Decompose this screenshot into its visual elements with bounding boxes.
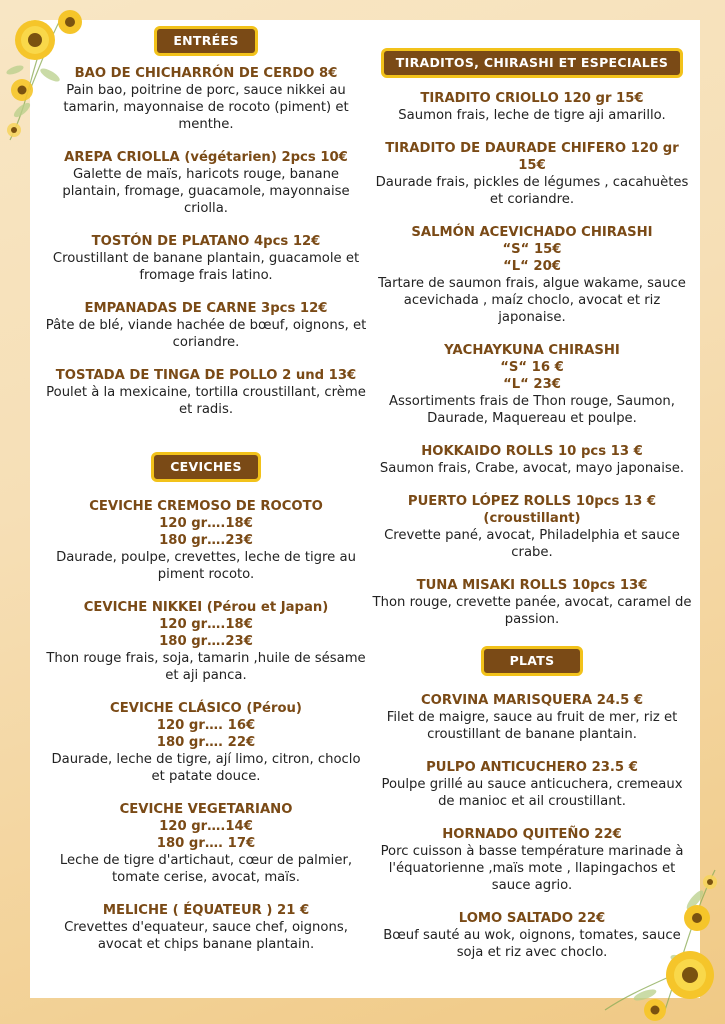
item-description: Galette de maïs, haricots rouge, banane plantain, fromage, guacamole, mayonnaise criolla.	[62, 167, 350, 216]
item-title: AREPA CRIOLLA (végétarien) 2pcs 10€	[64, 150, 348, 165]
section-ceviches	[44, 452, 368, 969]
item-title: TIRADITO DE DAURADE CHIFERO 120 gr 15€	[385, 141, 679, 173]
item-description: Leche de tigre d'artichaut, cœur de palmier, tomate cerise, avocat, maïs.	[59, 853, 353, 885]
item-description: Tartare de saumon frais, algue wakame, sauce acevichada , maíz choclo, avocat et riz japonaise.	[378, 276, 686, 325]
item-description: Crevettes d'equateur, sauce chef, oignons, avocat et chips banane plantain.	[64, 920, 348, 952]
menu-item	[44, 599, 368, 684]
sunflower-decoration-top-left-icon	[0, 0, 90, 150]
item-description: Croustillant de banane plantain, guacamole et fromage frais latino.	[52, 251, 360, 283]
item-description: Filet de maigre, sauce au fruit de mer, riz et croustillant de banane plantain.	[386, 710, 678, 742]
item-title: PUERTO LÓPEZ ROLLS 10pcs 13 € (croustillant)	[407, 494, 657, 526]
item-description: Daurade, leche de tigre, ají limo, citron, choclo et patate douce.	[51, 752, 361, 784]
item-title: MELICHE ( ÉQUATEUR ) 21 €	[102, 903, 310, 918]
menu-item	[372, 443, 692, 477]
item-description: Poulet à la mexicaine, tortilla croustillant, crème et radis.	[46, 385, 366, 417]
item-title: TIRADITO CRIOLLO 120 gr 15€	[420, 91, 644, 106]
item-description: Pain bao, poitrine de porc, sauce nikkei au tamarin, mayonnaise de rocoto (piment) et menthe.	[63, 83, 349, 132]
menu-item	[372, 577, 692, 628]
item-description: Bœuf sauté au wok, oignons, tomates, sauce soja et riz avec choclo.	[383, 928, 681, 960]
item-title: LOMO SALTADO 22€	[458, 911, 606, 926]
section-badge-ceviches: CEVICHES	[151, 452, 261, 482]
item-description: Thon rouge, crevette panée, avocat, caramel de passion.	[372, 595, 692, 627]
item-description: Thon rouge frais, soja, tamarin ,huile de sésame et aji panca.	[46, 651, 366, 683]
item-description: Saumon frais, leche de tigre aji amarillo.	[398, 108, 666, 123]
menu-item	[372, 140, 692, 208]
menu-item	[44, 65, 368, 133]
item-title: CORVINA MARISQUERA 24.5 €	[420, 693, 644, 708]
menu-item	[44, 300, 368, 351]
menu-item	[372, 224, 692, 326]
item-description: Saumon frais, Crabe, avocat, mayo japonaise.	[379, 461, 685, 476]
menu-item	[372, 493, 692, 561]
item-description: Pâte de blé, viande hachée de bœuf, oignons, et coriandre.	[45, 318, 367, 350]
item-title: TOSTÓN DE PLATANO 4pcs 12€	[91, 234, 321, 249]
menu-item	[372, 342, 692, 427]
item-description: Daurade frais, pickles de légumes , cacahuètes et coriandre.	[375, 175, 689, 207]
item-title: PULPO ANTICUCHERO 23.5 €	[426, 760, 638, 775]
item-title: CEVICHE NIKKEI (Pérou et Japan) 120 gr….18€ 180 gr….23€	[83, 600, 329, 649]
menu-item	[44, 902, 368, 953]
item-title: TOSTADA DE TINGA DE POLLO 2 und 13€	[55, 368, 357, 383]
item-title: CEVICHE CREMOSO DE ROCOTO 120 gr….18€ 180 gr….23€	[89, 499, 323, 548]
section-entrees	[44, 26, 368, 434]
section-badge-plats: PLATS	[481, 646, 584, 676]
menu-item	[44, 498, 368, 583]
menu-item	[44, 367, 368, 418]
menu-item	[372, 759, 692, 810]
item-title: SALMÓN ACEVICHADO CHIRASHI “S“ 15€ “L“ 20€	[411, 225, 653, 274]
item-title: HOKKAIDO ROLLS 10 pcs 13 €	[421, 444, 643, 459]
item-title: BAO DE CHICHARRÓN DE CERDO 8€	[74, 66, 338, 81]
item-title: CEVICHE CLÁSICO (Pérou) 120 gr…. 16€ 180 gr…. 22€	[110, 701, 302, 750]
item-description: Poulpe grillé au sauce anticuchera, cremeaux de manioc et ail croustillant.	[381, 777, 683, 809]
menu-page	[30, 20, 700, 998]
section-badge-entrees: ENTRÉES	[154, 26, 257, 56]
menu-item	[44, 149, 368, 217]
menu-item	[372, 692, 692, 743]
menu-item	[44, 233, 368, 284]
menu-item	[44, 801, 368, 886]
menu-item	[372, 90, 692, 124]
sunflower-decoration-bottom-right-icon	[585, 860, 725, 1024]
item-description: Assortiments frais de Thon rouge, Saumon, Daurade, Maquereau et poulpe.	[389, 394, 675, 426]
item-description: Daurade, poulpe, crevettes, leche de tigre au piment rocoto.	[56, 550, 356, 582]
item-title: EMPANADAS DE CARNE 3pcs 12€	[84, 301, 328, 316]
item-description: Porc cuisson à basse température marinade à l'équatorienne ,maïs mote , llapingachos et sauce agrio.	[380, 844, 684, 893]
section-badge-tiraditos: TIRADITOS, CHIRASHI ET ESPECIALES	[381, 48, 683, 78]
item-title: YACHAYKUNA CHIRASHI “S“ 16 € “L“ 23€	[444, 343, 620, 392]
item-title: HORNADO QUITEÑO 22€	[442, 827, 622, 842]
menu-item	[44, 700, 368, 785]
section-tiraditos	[372, 48, 692, 644]
item-description: Crevette pané, avocat, Philadelphia et sauce crabe.	[384, 528, 680, 560]
item-title: CEVICHE VEGETARIANO 120 gr….14€ 180 gr…. 17€	[119, 802, 293, 851]
item-title: TUNA MISAKI ROLLS 10pcs 13€	[416, 578, 648, 593]
